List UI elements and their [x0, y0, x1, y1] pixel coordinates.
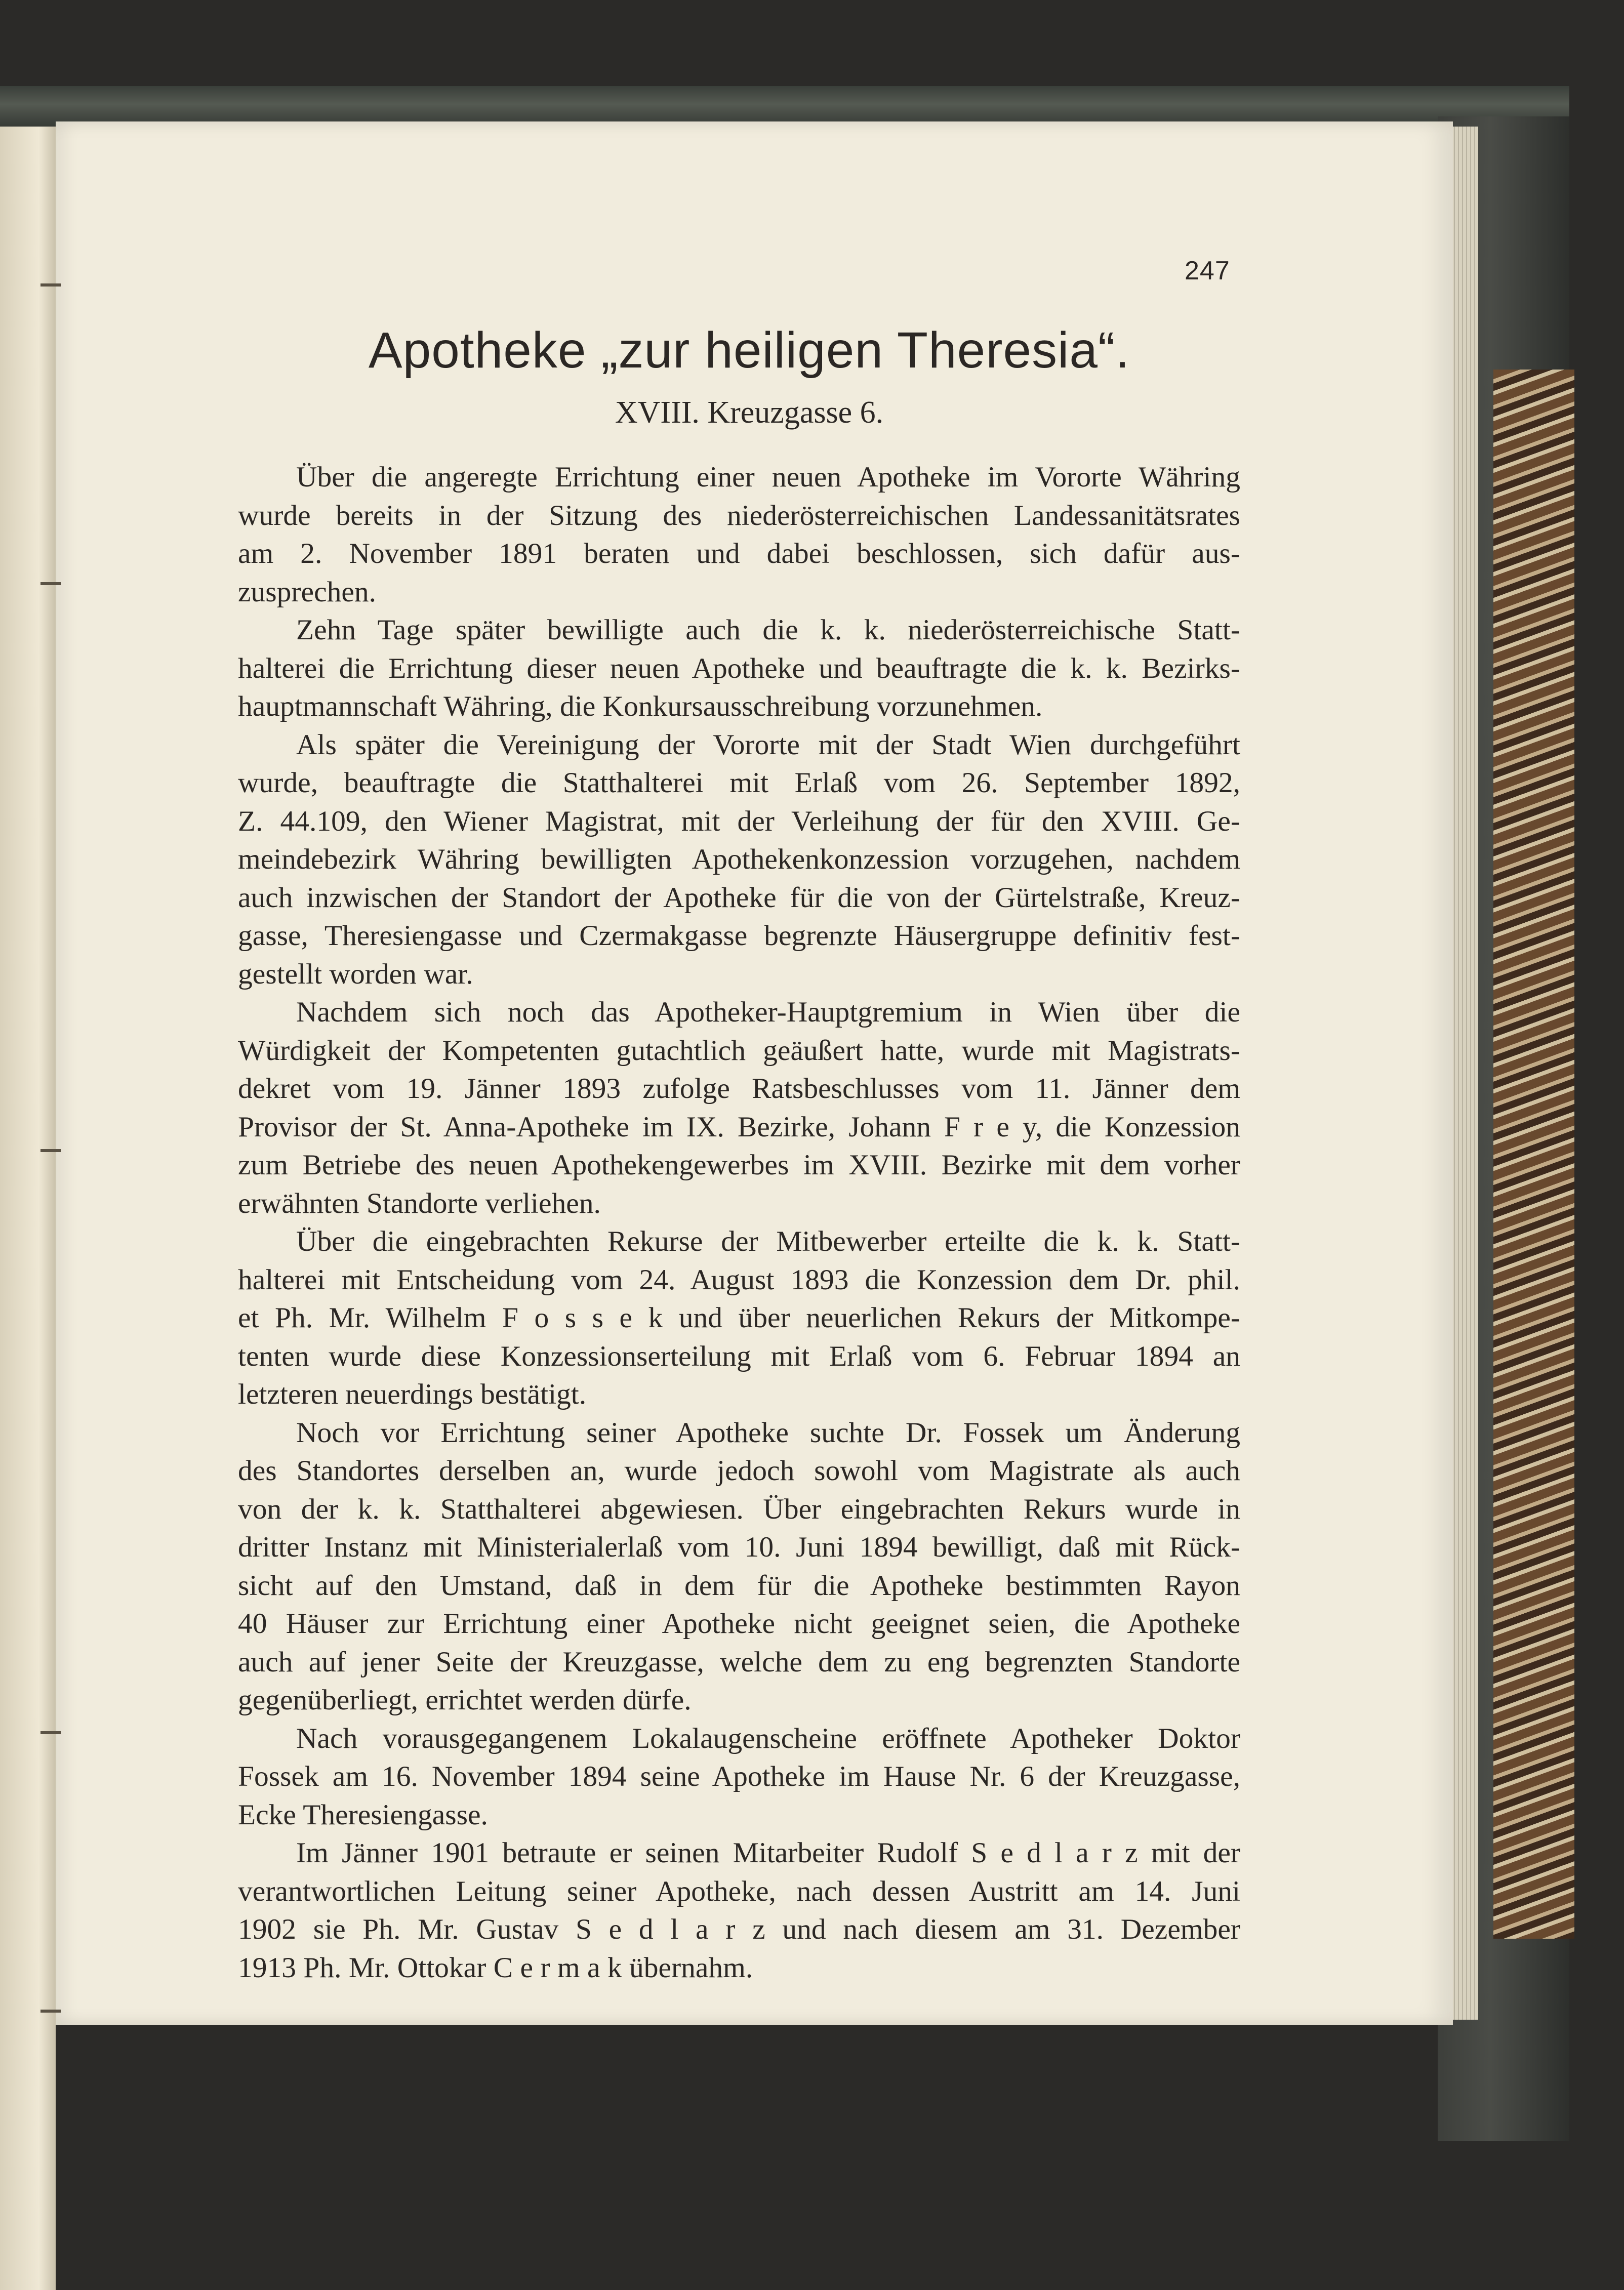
- marbled-endpaper: [1493, 370, 1574, 1939]
- text-line: erwähnten Standorte verliehen.: [238, 1187, 601, 1219]
- text-line: zum Betriebe des neuen Apothekengewerbes im XVIII. Bezirke mit dem vorher: [238, 1149, 1240, 1181]
- text-line: auch inzwischen der Standort der Apotheke für die von der Gürtelstraße, Kreuz-: [238, 881, 1240, 914]
- text-line: dekret vom 19. Jänner 1893 zufolge Ratsbeschlusses vom 11. Jänner dem: [238, 1073, 1240, 1105]
- paragraph: [238, 726, 1240, 994]
- text-line: des Standortes derselben an, wurde jedoch sowohl vom Magistrate als auch: [238, 1455, 1240, 1487]
- text-line: dritter Instanz mit Ministerialerlaß vom 10. Juni 1894 bewilligt, daß mit Rück-: [238, 1531, 1240, 1563]
- text-line: Provisor der St. Anna-Apotheke im IX. Bezirke, Johann F r e y, die Konzession: [238, 1111, 1240, 1143]
- text-line: Noch vor Errichtung seiner Apotheke suchte Dr. Fossek um Änderung: [296, 1416, 1240, 1449]
- text-line: gestellt worden war.: [238, 958, 473, 990]
- text-line: Über die angeregte Errichtung einer neuen Apotheke im Vororte Währing: [296, 461, 1240, 493]
- text-line: Zehn Tage später bewilligte auch die k. k. niederösterreichische Statt-: [296, 614, 1240, 646]
- address-subtitle: XVIII. Kreuzgasse 6.: [615, 395, 884, 430]
- paragraph: [238, 1720, 1240, 1834]
- binding-stitch: [40, 1149, 61, 1152]
- text-line: halterei mit Entscheidung vom 24. August 1893 die Konzession dem Dr. phil.: [238, 1263, 1240, 1296]
- paragraph: [238, 1222, 1240, 1414]
- text-line: Ecke Theresiengasse.: [238, 1798, 488, 1831]
- paragraph: [238, 1414, 1240, 1720]
- text-line: 1902 sie Ph. Mr. Gustav S e d l a r z und nach diesem am 31. Dezember: [238, 1913, 1240, 1945]
- text-line: gasse, Theresiengasse und Czermakgasse begrenzte Häusergruppe definitiv fest-: [238, 920, 1240, 952]
- text-line: Nach vorausgegangenem Lokalaugenscheine eröffnete Apotheker Doktor: [296, 1722, 1240, 1754]
- left-page-edge: [0, 127, 56, 2290]
- binding-stitch: [40, 2010, 61, 2013]
- text-line: sicht auf den Umstand, daß in dem für die Apotheke bestimmten Rayon: [238, 1569, 1240, 1602]
- text-line: meindebezirk Währing bewilligten Apothekenkonzession vorzugehen, nachdem: [238, 843, 1240, 875]
- text-line: gegenüberliegt, errichtet werden dürfe.: [238, 1684, 692, 1716]
- text-line: et Ph. Mr. Wilhelm F o s s e k und über neuerlichen Rekurs der Mitkompe-: [238, 1302, 1240, 1334]
- text-line: hauptmannschaft Währing, die Konkursausschreibung vorzunehmen.: [238, 690, 1043, 722]
- text-line: 1913 Ph. Mr. Ottokar C e r m a k übernahm.: [238, 1951, 753, 1984]
- binding-stitch: [40, 582, 61, 585]
- page-title: Apotheke „zur heiligen Theresia“.: [368, 322, 1130, 379]
- text-line: wurde, beauftragte die Statthalterei mit Erlaß vom 26. September 1892,: [238, 767, 1240, 799]
- body-text: [238, 458, 1240, 1987]
- text-line: letzteren neuerdings bestätigt.: [238, 1378, 587, 1410]
- text-line: am 2. November 1891 beraten und dabei beschlossen, sich dafür aus-: [238, 538, 1240, 569]
- text-line: Fossek am 16. November 1894 seine Apotheke im Hause Nr. 6 der Kreuzgasse,: [238, 1761, 1240, 1792]
- text-line: zusprechen.: [238, 576, 376, 608]
- binding-stitch: [40, 283, 61, 287]
- text-line: verantwortlichen Leitung seiner Apotheke, nach dessen Austritt am 14. Juni: [238, 1875, 1240, 1907]
- text-line: Z. 44.109, den Wiener Magistrat, mit der Verleihung der für den XVIII. Ge-: [238, 805, 1240, 837]
- paragraph: [238, 611, 1240, 726]
- text-line: auch auf jener Seite der Kreuzgasse, welche dem zu eng begrenzten Standorte: [238, 1646, 1240, 1678]
- text-line: Als später die Vereinigung der Vororte mit der Stadt Wien durchgeführt: [296, 728, 1240, 761]
- binding-stitch: [40, 1731, 61, 1734]
- paragraph: [238, 458, 1240, 611]
- text-line: Nachdem sich noch das Apotheker-Hauptgremium in Wien über die: [296, 996, 1240, 1028]
- page-number: 247: [1185, 256, 1230, 285]
- text-line: von der k. k. Statthalterei abgewiesen. Über eingebrachten Rekurs wurde in: [238, 1493, 1240, 1525]
- text-line: Im Jänner 1901 betraute er seinen Mitarbeiter Rudolf S e d l a r z mit der: [296, 1837, 1240, 1869]
- text-line: tenten wurde diese Konzessionserteilung mit Erlaß vom 6. Februar 1894 an: [238, 1340, 1240, 1372]
- text-line: 40 Häuser zur Errichtung einer Apotheke nicht geeignet seien, die Apotheke: [238, 1608, 1240, 1640]
- text-line: Würdigkeit der Kompetenten gutachtlich geäußert hatte, wurde mit Magistrats-: [238, 1034, 1240, 1067]
- paragraph: [238, 993, 1240, 1222]
- paragraph: [238, 1834, 1240, 1987]
- text-line: wurde bereits in der Sitzung des niederösterreichischen Landessanitätsrates: [238, 499, 1240, 531]
- text-line: halterei die Errichtung dieser neuen Apotheke und beauftragte die k. k. Bezirks-: [238, 652, 1240, 684]
- text-line: Über die eingebrachten Rekurse der Mitbewerber erteilte die k. k. Statt-: [296, 1225, 1240, 1257]
